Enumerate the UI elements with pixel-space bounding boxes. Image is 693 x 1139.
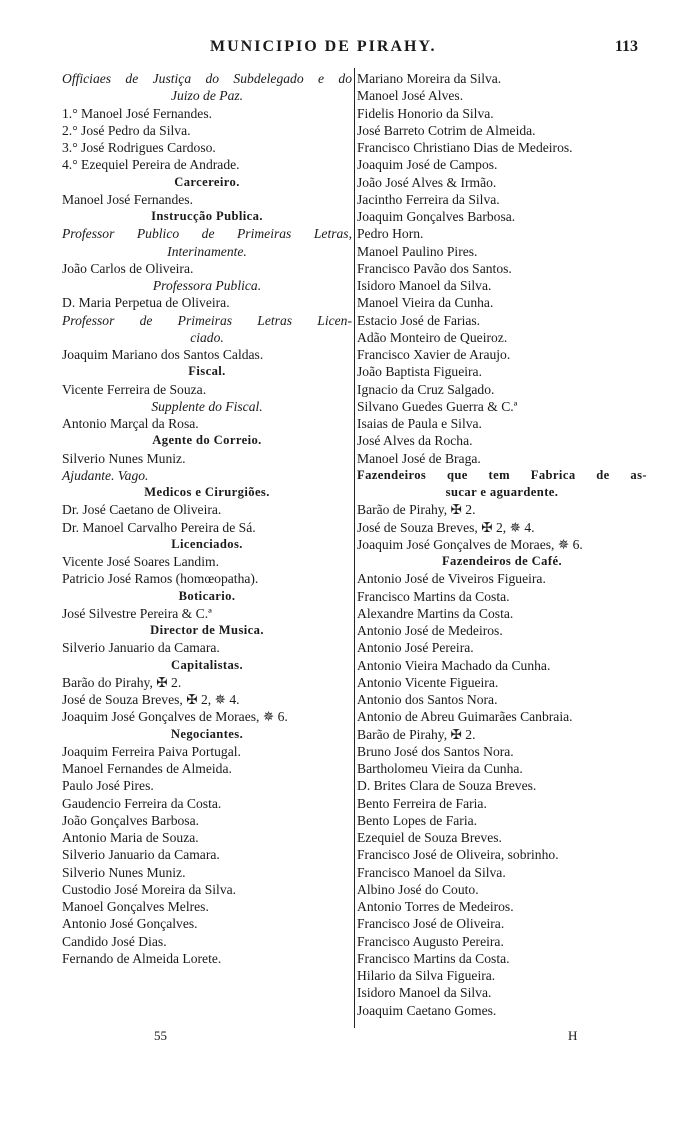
text-line: Barão de Pirahy, ✠ 2. (357, 726, 476, 742)
text-line: Joaquim Caetano Gomes. (357, 1002, 497, 1018)
text-line: Officiaes de Justiça do Subdelegado e do (62, 71, 352, 86)
text-line: Professor Publico de Primeiras Letras, (62, 226, 352, 242)
text-line: Alexandre Martins da Costa. (357, 605, 514, 621)
text-line: Barão do Pirahy, ✠ 2. (62, 674, 182, 690)
text-line: Joaquim Ferreira Paiva Portugal. (62, 743, 241, 759)
section-heading: sucar e aguardente. (445, 485, 559, 499)
text-line: Francisco Christiano Dias de Medeiros. (357, 140, 573, 155)
text-line: Francisco Augusto Pereira. (357, 933, 504, 949)
text-line: Isidoro Manoel da Silva. (357, 985, 492, 1001)
text-line: 4.° Ezequiel Pereira de Andrade. (62, 157, 240, 173)
text-line: Jacintho Ferreira da Silva. (357, 191, 500, 207)
text-line: 1.° Manoel José Fernandes. (62, 105, 213, 121)
text-line: João José Alves & Irmão. (357, 174, 497, 190)
text-line: Fernando de Almeida Lorete. (62, 950, 222, 966)
text-line: Antonio Maria de Souza. (62, 830, 199, 845)
text-line: Estacio José de Farias. (357, 312, 481, 328)
text-line: Antonio José de Viveiros Figueira. (357, 571, 546, 587)
text-line: D. Brites Clara de Souza Breves. (357, 778, 537, 794)
text-line: Bartholomeu Vieira da Cunha. (357, 761, 523, 776)
text-line: Ignacio da Cruz Salgado. (357, 381, 495, 397)
text-line: Silverio Januario da Camara. (62, 847, 220, 863)
section-heading: Negociantes. (170, 726, 244, 741)
text-line: Adão Monteiro de Queiroz. (357, 329, 508, 345)
text-line: Ajudante. Vago. (62, 467, 149, 483)
text-line: Barão de Pirahy, ✠ 2. (357, 502, 476, 518)
text-line: Custodio José Moreira da Silva. (62, 881, 237, 897)
text-line: Francisco Pavão dos Santos. (357, 260, 512, 276)
section-heading: Agente do Correio. (152, 433, 262, 448)
text-line: Professor de Primeiras Letras Licen- (62, 312, 352, 328)
section-heading: Fazendeiros de Café. (441, 554, 563, 568)
text-line: Silverio Nunes Muniz. (62, 864, 186, 880)
section-heading: Fazendeiros que tem Fabrica de as- (357, 467, 647, 482)
text-line: Antonio de Abreu Guimarães Canbraia. (357, 709, 573, 725)
text-line: João Carlos de Oliveira. (62, 260, 194, 276)
page-footer (0, 1028, 693, 1052)
text-line: Antonio José de Medeiros. (357, 623, 503, 638)
text-line: João Baptista Figueira. (357, 364, 482, 380)
text-line: Antonio Vicente Figueira. (357, 674, 499, 690)
text-line: Supplente do Fiscal. (151, 398, 263, 414)
text-line: Manoel Fernandes de Almeida. (62, 761, 232, 776)
text-line: Joaquim José Gonçalves de Moraes, ✵ 6. (357, 536, 583, 552)
signature-number: 55 (154, 1028, 167, 1043)
text-line: Albino José do Couto. (357, 881, 479, 897)
text-line: João Gonçalves Barbosa. (62, 812, 200, 828)
text-line: Antonio dos Santos Nora. (357, 692, 498, 707)
text-line: Silverio Nunes Muniz. (62, 450, 186, 466)
text-line: Candido José Dias. (62, 933, 167, 949)
text-line: Manoel Vieira da Cunha. (357, 295, 494, 311)
page-header (210, 38, 650, 60)
text-line: Francisco José de Oliveira. (357, 916, 505, 932)
text-line: Manoel Paulino Pires. (357, 243, 478, 259)
text-line: José Silvestre Pereira & C.ª (62, 605, 212, 621)
text-line: Antonio Torres de Medeiros. (357, 899, 514, 914)
section-heading: Boticario. (178, 588, 236, 603)
text-line: Mariano Moreira da Silva. (357, 71, 502, 86)
section-heading: Capitalistas. (170, 657, 244, 672)
text-line: Joaquim Mariano dos Santos Caldas. (62, 347, 264, 362)
text-line: José Barreto Cotrim de Almeida. (357, 122, 536, 138)
text-line: Vicente José Soares Landim. (62, 554, 219, 569)
text-line: Silvano Guedes Guerra & C.ª (357, 398, 518, 414)
text-line: Bento Ferreira de Faria. (357, 795, 487, 811)
page-number: 113 (614, 38, 638, 55)
text-line: Pedro Horn. (357, 226, 424, 242)
text-line: Manoel José de Braga. (357, 450, 481, 466)
text-line: Manoel José Fernandes. (62, 191, 193, 207)
text-line: Paulo José Pires. (62, 778, 154, 794)
text-line: Vicente Ferreira de Souza. (62, 381, 207, 397)
text-line: Antonio Vieira Machado da Cunha. (357, 657, 551, 673)
text-line: Manoel Gonçalves Melres. (62, 899, 209, 914)
text-line: José de Souza Breves, ✠ 2, ✵ 4. (357, 519, 535, 535)
text-line: Gaudencio Ferreira da Costa. (62, 795, 222, 811)
text-line: D. Maria Perpetua de Oliveira. (62, 295, 230, 311)
text-line: Francisco Martins da Costa. (357, 588, 510, 604)
section-heading: Instrucção Publica. (151, 209, 263, 223)
section-heading: Carcereiro. (174, 174, 240, 189)
text-line: Francisco Xavier de Araujo. (357, 347, 511, 362)
text-line: Francisco Manoel da Silva. (357, 864, 506, 880)
text-line: Isidoro Manoel da Silva. (357, 278, 492, 293)
text-line: Isaias de Paula e Silva. (357, 416, 482, 431)
text-line: Professora Publica. (152, 278, 262, 293)
text-line: Silverio Januario da Camara. (62, 640, 220, 656)
text-line: Joaquim José de Campos. (357, 157, 498, 173)
text-line: Bento Lopes de Faria. (357, 812, 478, 828)
right-column (357, 70, 647, 1030)
text-line: 3.° José Rodrigues Cardoso. (62, 140, 216, 155)
column-divider (354, 68, 355, 1028)
text-line: Juizo de Paz. (170, 88, 244, 104)
text-line: Manoel José Alves. (357, 88, 464, 104)
text-line: Antonio Marçal da Rosa. (62, 416, 199, 431)
text-line: Bruno José dos Santos Nora. (357, 743, 514, 759)
text-line: Ezequiel de Souza Breves. (357, 830, 502, 845)
text-line: José Alves da Rocha. (357, 433, 473, 449)
text-line: Fidelis Honorio da Silva. (357, 105, 494, 121)
text-line: Hilario da Silva Figueira. (357, 968, 496, 983)
text-line: Interinamente. (167, 243, 247, 259)
text-line: Francisco José de Oliveira, sobrinho. (357, 847, 559, 863)
text-line: Joaquim José Gonçalves de Moraes, ✵ 6. (62, 709, 288, 725)
section-heading: Director de Musica. (150, 623, 264, 637)
running-title: MUNICIPIO DE PIRAHY. (210, 38, 437, 55)
text-line: Dr. Manoel Carvalho Pereira de Sá. (62, 519, 256, 535)
text-line: 2.° José Pedro da Silva. (62, 122, 191, 138)
text-line: Joaquim Gonçalves Barbosa. (357, 209, 516, 224)
text-line: Antonio José Gonçalves. (62, 916, 198, 932)
text-line: José de Souza Breves, ✠ 2, ✵ 4. (62, 692, 240, 707)
signature-letter: H (568, 1028, 578, 1043)
text-line: Antonio José Pereira. (357, 640, 474, 656)
text-line: Dr. José Caetano de Oliveira. (62, 502, 222, 518)
section-heading: Medicos e Cirurgiões. (144, 485, 270, 499)
text-line: Patricio José Ramos (homœopatha). (62, 571, 259, 587)
left-column (62, 70, 352, 1030)
text-line: ciado. (190, 329, 224, 345)
text-line: Francisco Martins da Costa. (357, 950, 510, 966)
section-heading: Fiscal. (188, 364, 226, 379)
section-heading: Licenciados. (171, 536, 243, 551)
